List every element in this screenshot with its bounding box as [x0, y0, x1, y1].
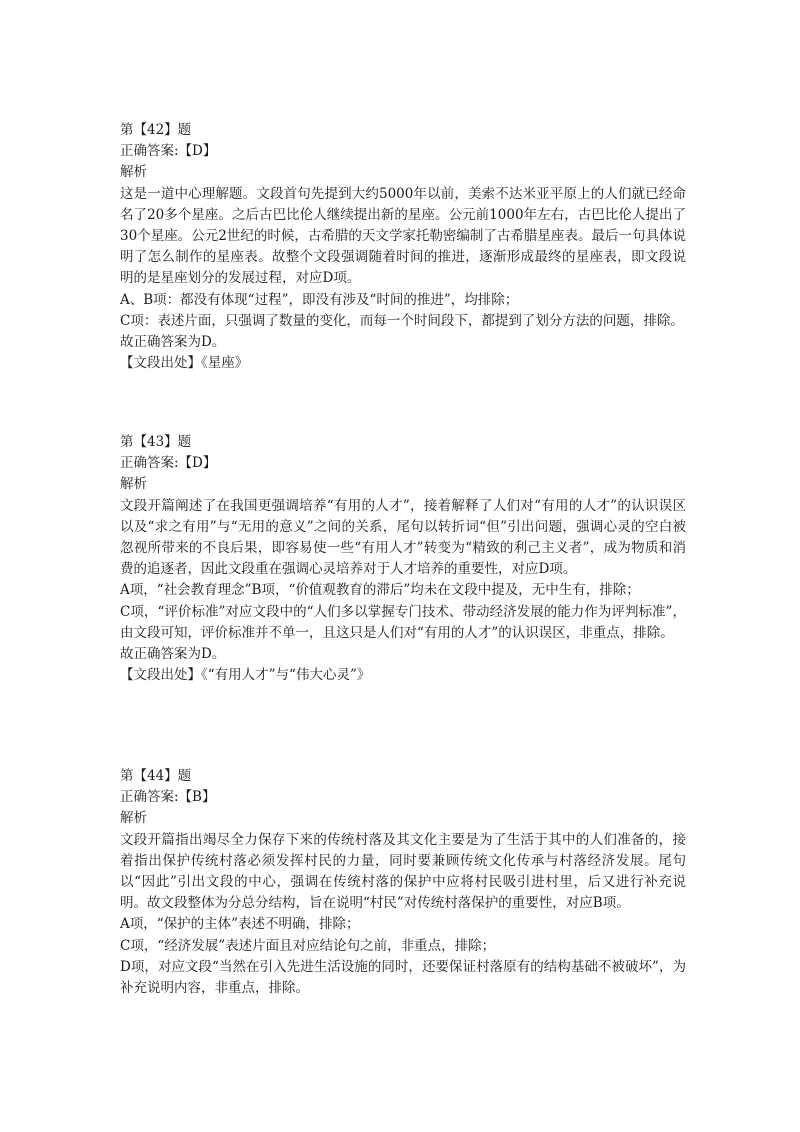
analysis-paragraph: 文段开篇阐述了在我国更强调培养“有用的人才”，接着解释了人们对“有用的人才”的认识误区以及“求之有用”与“无用的意义”之间的关系，尾句以转折词“但”引出问题，强调心灵的空白被忽视所带来的不良后果，即容易使一些“有用人才”转变为“精致的利己主义者”，成为物质和消费的追逐者，因此文段重在强调心灵培养对于人才培养的重要性，对应D项。	[120, 497, 686, 578]
option-analysis: A、B项：都没有体现“过程”，即没有涉及“时间的推进”，均排除；	[120, 291, 519, 308]
option-analysis: A项，“保护的主体”表述不明确，排除；	[120, 916, 360, 933]
correct-answer: 正确答案:【D】	[120, 143, 217, 160]
analysis-heading: 解析	[120, 810, 147, 827]
question-number: 第【42】题	[120, 122, 192, 138]
analysis-paragraph: 文段开篇指出竭尽全力保存下来的传统村落及其文化主要是为了生活于其中的人们准备的，接着指出保护传统村落必须发挥村民的力量，同时要兼顾传统文化传承与村落经济发展。尾句以“因此”引出文段的中心，强调在传统村落的保护中应将村民吸引进村里，后又进行补充说明。故文段整体为分总分结构，旨在说明“村民”对传统村落保护的重要性，对应B项。	[120, 831, 686, 912]
question-43	[120, 432, 686, 686]
question-44	[120, 766, 686, 999]
question-number: 第【44】题	[120, 768, 192, 784]
conclusion: 故正确答案为D。	[120, 646, 226, 663]
conclusion: 故正确答案为D。	[120, 334, 226, 351]
correct-answer: 正确答案:【D】	[120, 455, 217, 472]
option-analysis: A项，“社会教育理念”B项，“价值观教育的滞后”均未在文段中提及，无中生有，排除；	[120, 582, 640, 599]
option-analysis: C项，“评价标准”对应文段中的“人们多以掌握专门技术、带动经济发展的能力作为评判标准”，由文段可知，评价标准并不单一，且这只是人们对“有用的人才”的认识误区，非重点，排除。	[120, 603, 686, 641]
question-number: 第【43】题	[120, 434, 192, 450]
option-analysis: C项：表述片面，只强调了数量的变化，而每一个时间段下，都提到了划分方法的问题，排除。	[120, 312, 684, 329]
question-42	[120, 120, 686, 374]
correct-answer: 正确答案:【B】	[120, 789, 216, 806]
option-analysis: D项，对应文段“当然在引入先进生活设施的同时，还要保证村落原有的结构基础不被破坏”，为补充说明内容，非重点，排除。	[120, 958, 686, 997]
option-analysis: C项，“经济发展”表述片面且对应结论句之前，非重点，排除；	[120, 937, 496, 954]
analysis-heading: 解析	[120, 476, 147, 493]
source-citation: 【文段出处】《“有用人才”与“伟大心灵”》	[120, 667, 371, 684]
analysis-paragraph: 这是一道中心理解题。文段首句先提到大约5000年以前，美索不达米亚平原上的人们就已经命名了20多个星座。之后古巴比伦人继续提出新的星座。公元前1000年左右，古巴比伦人提出了30个星座。公元2世纪的时候，古希腊的天文学家托勒密编制了古希腊星座表。最后一句具体说明了怎么制作的星座表。故整个文段强调随着时间的推进，逐渐形成最终的星座表，即文段说明的是星座划分的发展过程，对应D项。	[120, 185, 686, 287]
source-citation: 【文段出处】《星座》	[120, 355, 249, 372]
analysis-heading: 解析	[120, 164, 147, 181]
